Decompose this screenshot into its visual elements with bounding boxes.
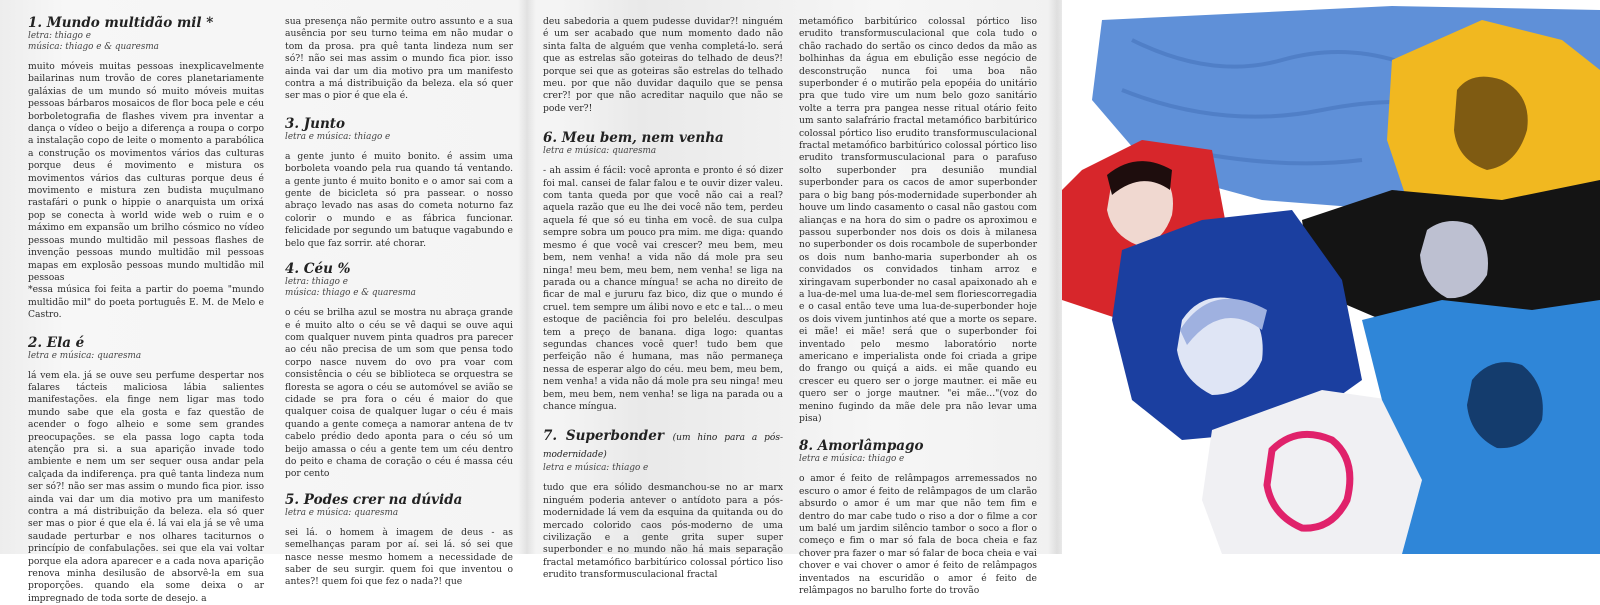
- song-title: 5. Podes crer na dúvida: [285, 491, 463, 508]
- song-lyrics: tudo que era sólido desmanchou-se no ar marx ninguém poderia antever o antídoto para a pós-modernidade lá vem da esquina da quitanda ou do mercado colorido caos pós-moderno de uma civilização e a gente grita super super superbonder e no mundo não há mais separação fractal metamófico barbitúrico colossal pórtico liso erudito transformusculacional fractal: [543, 482, 783, 581]
- song-5: [285, 493, 513, 589]
- song-title: [543, 429, 783, 463]
- song-4: [285, 262, 513, 481]
- credit-line: música: thiago e & quaresma: [285, 288, 416, 299]
- song-credit: [28, 31, 264, 53]
- song-title-text: 7. Superbonder: [543, 428, 664, 445]
- credit-line: letra: thiago e: [28, 31, 91, 41]
- song-lyrics: o céu se brilha azul se mostra nu abraça grande e é muito alto o céu se vê daqui se ouve aqui com qualquer nuvem pinta quadros pra parecer ao céu não precisa de um som que pensa todo corpo nasce nuvem do ovo pra voar com consistência o céu se biblioteca se orquestra se floresta se agora o céu se automóvel se avião se cidade se pra fora o céu é maior do que qualquer coisa de qualquer lugar o céu é mais quando a gente começa a namorar antena de tv cabelo prédio dedo aponta para o céu só um beijo amassa o céu a gente tem um céu dentro do peito e chama de coração o céu é massa céu por cento: [285, 307, 513, 480]
- song-lyrics: - ah assim é fácil: você apronta e pronto é só dizer foi mal. cansei de falar falou e te ouvir dizer valeu. com tanta queda por que você não cai a real? aquela razão que eu lhe dei você não tem, perdeu aquela fé que só eu tinha em você. de sua culpa sempre sobra um pouco pra mim. me diga: quando mesmo é que você vai crescer? meu bem, meu bem, nem venha! a vida não dá mole pra seu ninga! meu bem, meu bem, nem venha! se liga na parada ou a chance míngua! se acha no direito de ficar de mal e jururu faz bico, diz que o mundo é cruel. tem sempre um álibi novo e etc e tal... o meu estoque de paciência foi pro beleléu. desculpas tem a preço de banana. diga logo: quantas segundas chances você quer! tudo bem que perfeição não é humana, mas não permaneça nessa de esperar algo do céu. meu bem, meu bem, nem venha! a vida não dá mole pra seu ninga! meu bem, meu bem, nem venha! se liga na parada ou a chance míngua.: [543, 165, 783, 412]
- tshirt-photo: [1062, 0, 1600, 554]
- song-8: [799, 439, 1037, 597]
- song-2: [28, 336, 264, 605]
- lyrics-column-4: [799, 16, 1037, 597]
- song-lyrics-continued: sua presença não permite outro assunto e a sua ausência por seu turno teima em não mudar o tom da prosa. pra quê tanta lindeza num ser só?! não sei mas assim o mundo fica pior. isso ainda vai dar um dia motivo pra um manifesto contra a má distribuição da beleza. ela só quer ser mas o pior é que ela é.: [285, 16, 513, 102]
- page-fold: [518, 0, 536, 554]
- song-lyrics: sei lá. o homem à imagem de deus - as semelhanças param por aí. sei lá. só sei que nasce nesse mesmo homem a necessidade de saber de seu surgir. quem foi que inventou o antes?! quem foi que fez o nada?! que: [285, 526, 513, 588]
- song-lyrics-continued: deu sabedoria a quem pudesse duvidar?! ninguém é um ser acabado que num momento dado não sinta falta de alguém que venha completá-lo. será que as estrelas são goteiras do telhado de deus?! porque sei que as goteiras são estrelas do telhado meu. por que não duvidar daquilo que se pensa crer?! por que não acreditar naquilo que não se pode ver?!: [543, 16, 783, 114]
- song-lyrics: muito móveis muitas pessoas inexplicavelmente bailarinas num trovão de cores planetariamente galáxias de um mundo só muito móveis muitas pessoas bárbaros mosaicos de flor boca pele e céu borboletografia de flashes vivem pra inventar a dança o vídeo o beijo a diferença a roupa o corpo a instalação copo de leite o momento a parabólica a construção os movimentos vários das culturas porque deus é movimento e mistura os movimentos vários das culturas porque deus é movimento e mistura zen budista muçulmano rastafári o punk o hippie o anarquista um orixá pop se conecta à world wide web o ruim e o máximo em expansão um brilho cósmico no vídeo pessoas mundo multidão mil pessoas flashes de invenção pessoas mundo multidão mil pessoas mapas em explosão pessoas mundo multidão mil pessoas: [28, 61, 264, 283]
- song-title: 4. Céu %: [285, 261, 351, 278]
- song-lyrics: a gente junto é muito bonito. é assim uma borboleta voando pela rua quando tá ventando. a gente junto é muito bonito e o amor sai com a gente de bicicleta só pra passear. o nosso abraço levado nas asas do cometa noturno faz colorir o mundo e as fábrica funcionar. felicidade por segundo um batuque vagabundo e belo que faz sorrir. até chorar.: [285, 150, 513, 249]
- lyrics-column-1: [28, 15, 264, 604]
- song-credit: letra e música: thiago e: [543, 463, 649, 474]
- song-title: 3. Junto: [285, 115, 346, 132]
- song-credit: letra e música: quaresma: [543, 146, 657, 157]
- song-credit: letra e música: quaresma: [28, 350, 142, 361]
- song-7: [543, 429, 783, 581]
- song-credit: [285, 277, 513, 299]
- song-title: 6. Meu bem, nem venha: [543, 130, 724, 147]
- lyrics-column-2: [285, 16, 513, 588]
- song-lyrics: o amor é feito de relâmpagos arremessados no escuro o amor é feito de relâmpagos de um clarão absurdo o amor é um mar que não tem fim e dentro do mar cabe tudo o riso a dor o filme a cor um balé um jardim silêncio tambor o soco a flor o começo e fim o mar só fala de boca cheia e faz chover pra fazer o mar só falar de boca cheia e vai chover e vai chover o amor é feito de relâmpagos inventados na escuridão o amor é feito de relâmpagos no barulho forte do trovão: [799, 473, 1037, 597]
- song-credit: letra e música: quaresma: [285, 507, 399, 518]
- song-1: [28, 16, 264, 322]
- credit-line: música: thiago e & quaresma: [28, 42, 159, 52]
- credit-line: letra: thiago e: [285, 277, 348, 288]
- song-subtitle: (um hino para a pós-modernidade): [543, 433, 783, 461]
- song-footnote: *essa música foi feita a partir do poema "mundo multidão mil" do poeta português E. M. de Melo e Castro.: [28, 284, 264, 321]
- song-credit: letra e música: thiago e: [285, 131, 391, 142]
- song-lyrics-continued: metamófico barbitúrico colossal pórtico liso erudito transformusculacional que cola tudo o chão rachado do sertão os cinco dedos da mão as bolhinhas da água em ebulição esse negócio de desconstrução nunca foi uma boa não superbonder é o mutirão pela epopéia do unitário pra que tudo vire um num belo gozo sanitário volte a terra pra pangea nesse ritual otário feito um santo salafrário fractal metamófico barbitúrico colossal pórtico liso erudito transformusculacional fractal metamófico barbitúrico colossal pórtico liso erudito transformusculacional para o parafuso solto superbonder pra desunião mundial superbonder para os cacos de amor superbonder para o big bang pós-modernidade superbonder ah houve um lindo casamento o casal não gastou com alianças e na hora do sim o padre os aproximou e passou superbonder nos dois os dois à milanesa no superbonder os dois rocambole de superbonder os dois num banho-maria superbonder ah os convidados os convidados tinham arroz e xiringavam superbonder no casal apaixonado ah e a lua-de-mel uma lua-de-mel sem floriescorregadia e o casal então teve uma lua-de-superbonder hoje os dois vivem juntinhos até que a morte os separe. ei mãe! ei mãe! será que o superbonder foi inventado pelo mesmo laboratório norte americano e imperialista onde foi criada a gripe do frango ou quiçá a aids. ei mãe quando eu crescer eu quero ser o jorge mautner. ei mãe eu quero ser o jorge mautner. "ei mãe..."(voz do menino fugindo da mãe dele pra não levar uma pisa): [799, 16, 1037, 424]
- song-6: [543, 131, 783, 413]
- song-lyrics: lá vem ela. já se ouve seu perfume despertar nos falares tácteis maliciosa lábia salientes manifestações. ela finge nem ligar mas todo mundo sabe que ela gosta e faz questão de acender o fogo alheio e some sem grandes preocupações. se ela passa logo capta toda atenção pra si. a sua aparição invade todo ambiente e nem um ser sequer ousa andar pela calçada da indiferença. pra quê tanta lindeza num ser só?! não ser mas assim o mundo fica pior. isso ainda vai dar um dia motivo pra um manifesto contra a má distribuição da beleza. ela só quer ser mas o pior é que ela é. lá vai ela já se vê uma saudade perturbar e nos olhares taciturnos o princípio de confabulações. sei que ela vai voltar porque ela adora aparecer e a cada nova aparição renova minha desilusão de absorvê-la em sua proporções. quando ela some deixa o ar impregnado de toda sorte de desejo. a: [28, 369, 264, 604]
- song-3: [285, 117, 513, 250]
- song-credit: letra e música: thiago e: [799, 454, 905, 465]
- song-title: 1. Mundo multidão mil *: [28, 15, 214, 31]
- lyrics-column-3: [543, 16, 783, 581]
- tshirt-pile-illustration: [1062, 0, 1600, 554]
- song-title: 2. Ela é: [28, 334, 85, 351]
- song-title: 8. Amorlâmpago: [799, 438, 924, 455]
